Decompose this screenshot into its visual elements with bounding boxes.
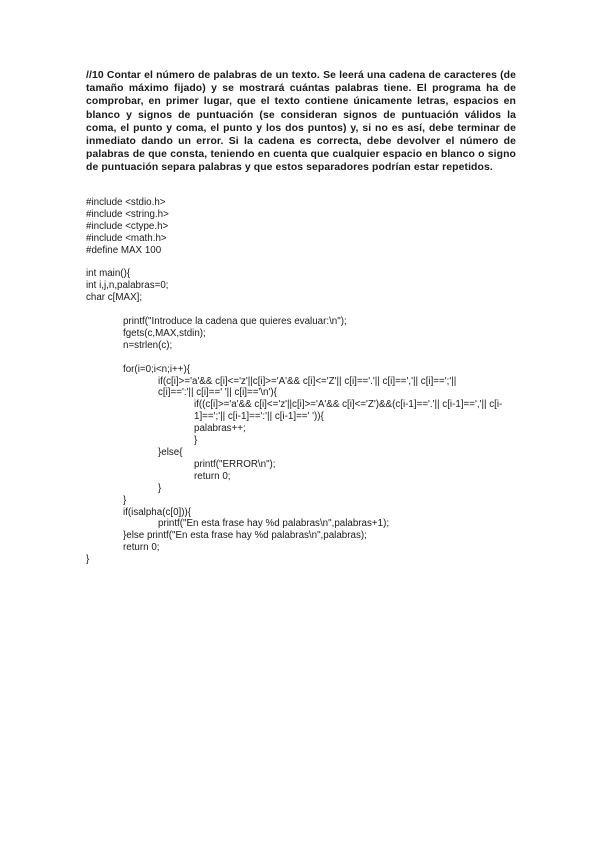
code-isalpha-if: if(isalpha(c[0])){ [123,506,192,518]
code-define-max: #define MAX 100 [86,244,162,256]
code-printf-prompt: printf("Introduce la cadena que quieres evaluar:\n"); [123,316,347,328]
code-listing [86,197,526,566]
code-include-ctype: #include <ctype.h> [86,220,169,232]
code-return-inner: return 0; [194,470,231,482]
code-else-printf: }else printf("En esta frase hay %d palabras\n",palabras); [123,530,367,542]
code-close-else: } [158,482,162,494]
code-printf-plus-one: printf("En esta frase hay %d palabras\n",palabras+1); [158,518,390,530]
code-blank [86,352,526,364]
code-var-decl: int i,j,n,palabras=0; [86,280,169,292]
code-for-loop: for(i=0;i<n;i++){ [123,363,190,375]
code-close-main: } [86,554,90,566]
code-include-math: #include <math.h> [86,232,167,244]
code-blank [86,257,526,269]
code-printf-error: printf("ERROR\n"); [194,458,276,470]
code-close-inner: } [194,435,198,447]
code-include-stdio: #include <stdio.h> [86,197,166,208]
code-inner-if: if((c[i]>='a'&& c[i]<='z'||c[i]>='A'&& c[i]<='Z')&&(c[i-1]=='.'|| c[i-1]==','|| c[i-1]==';'|| c[i-1]==':'|| c[i-1]==' ')){ [194,399,503,423]
code-if-check-2: c[i]==':'|| c[i]==' '|| c[i]=='\n'){ [158,387,277,399]
code-fgets: fgets(c,MAX,stdin); [123,327,206,339]
code-strlen: n=strlen(c); [123,339,173,351]
exercise-statement: //10 Contar el número de palabras de un texto. Se leerá una cadena de caracteres (de tamaño máximo fijado) y se mostrará cuántas palabras tiene. El programa ha de comprobar, en primer lugar, que el texto contiene únicamente letras, espacios en blanco y signos de puntuación (se consideran signos de puntuación válidos la coma, el punto y coma, el punto y los dos puntos) y, si no es así, debe terminar de inmediato dando un error. Si la cadena es correcta, debe devolver el número de palabras de que consta, teniendo en cuenta que cualquier espacio en blanco o signo de puntuación separa palabras y que estos separadores podrían estar repetidos. [86,70,516,174]
code-char-decl: char c[MAX]; [86,292,143,304]
code-blank [86,304,526,316]
code-if-check-1: if(c[i]>='a'&& c[i]<='z'||c[i]>='A'&& c[i]<='Z'|| c[i]=='.'|| c[i]==','|| c[i]==';'|| [158,375,457,387]
code-return-zero: return 0; [123,542,160,554]
code-else-open: }else{ [158,446,183,458]
code-include-string: #include <string.h> [86,208,169,220]
code-close-for: } [123,494,127,506]
code-main-decl: int main(){ [86,268,131,280]
code-increment: palabras++; [194,423,246,435]
